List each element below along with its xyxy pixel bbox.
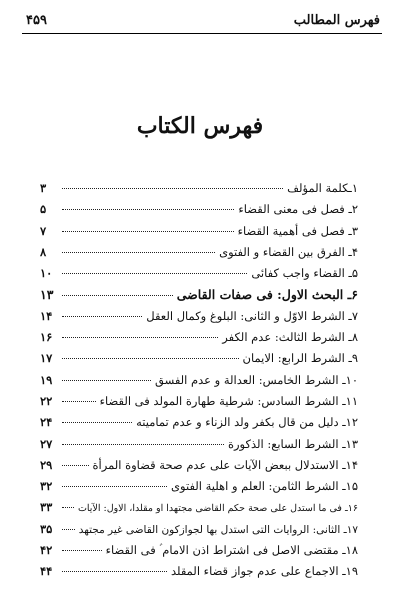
toc-entry-title: ۱۴ـ الاستدلال ببعض الآيات على عدم صحة قضاوة المرأة: [92, 457, 358, 472]
toc-entry: [40, 412, 358, 433]
toc-dot-leader: [62, 252, 215, 253]
toc-dot-leader: [62, 358, 239, 359]
toc-entry-title: ۱۰ـ الشرط الخامس: العدالة و عدم الفسق: [154, 372, 358, 387]
toc-entry-title: ۱۱ـ الشرط السادس: شرطية طهارة المولد فى القضاء: [99, 393, 358, 408]
toc-entry-page: ۳۲: [40, 479, 53, 494]
toc-dot-leader: [62, 465, 89, 466]
toc-dot-leader: [62, 231, 234, 232]
toc-entry-page: ۳۵: [40, 521, 53, 536]
toc-entry-title: ۱۷ـ الثانى: الروايات التى استدل بها لجوازكون القاضى غير مجتهد: [78, 523, 358, 536]
toc-dot-leader: [62, 529, 75, 530]
toc-entry-page: ۷: [40, 223, 47, 238]
toc-entry-title: ۵ـ القضاء واجب كفائى: [251, 266, 358, 281]
toc-entry-page: ۲۹: [40, 457, 53, 472]
toc-entry-page: ۵: [40, 202, 47, 217]
toc-entry: [40, 178, 358, 199]
header-rule: [22, 33, 382, 34]
toc-entry-title: ۸ـ الشرط الثالث: عدم الكفر: [222, 330, 358, 345]
toc-entry-page: ۲۴: [40, 415, 53, 430]
toc-entry-page: ۱۶: [40, 330, 53, 345]
toc-entry-page: ۱۴: [40, 308, 53, 323]
toc-dot-leader: [62, 295, 173, 296]
toc-entry-title: ۱۹ـ الاجماع على عدم جواز قضاء المقلد: [171, 564, 358, 579]
toc-entry-title: ۲ـ فصل فى معنى القضاء: [238, 202, 358, 217]
toc-entry: [40, 284, 358, 305]
toc-entry-page: ۳۳: [40, 500, 53, 515]
toc-dot-leader: [62, 571, 167, 572]
toc-dot-leader: [62, 380, 151, 381]
toc-dot-leader: [62, 209, 234, 210]
toc-entry-title: ۱۵ـ الشرط الثامن: العلم و اهلية الفتوى: [171, 479, 358, 494]
toc-entry-page: ۲۷: [40, 436, 53, 451]
toc-dot-leader: [62, 188, 283, 189]
toc-entry: [40, 370, 358, 391]
toc-entry-title: ۱ـكلمة المؤلف: [287, 181, 358, 195]
toc-entry: [40, 540, 358, 561]
toc-entry-page: ۴۴: [40, 564, 53, 579]
toc-dot-leader: [62, 273, 247, 274]
toc-entry-page: ۱۹: [40, 372, 53, 387]
toc-entry: [40, 199, 358, 220]
running-header: [26, 8, 380, 32]
toc-entry-page: ۱۷: [40, 351, 53, 366]
toc-dot-leader: [62, 507, 74, 508]
toc-entry: [40, 327, 358, 348]
toc-entry-title: ۴ـ الفرق بين القضاء و الفتوى: [219, 244, 358, 259]
toc-dot-leader: [62, 422, 132, 423]
toc-entry-title: ۹ـ الشرط الرابع: الايمان: [242, 351, 358, 366]
toc-entry: [40, 306, 358, 327]
toc-entry-page: ۱۰: [40, 266, 53, 281]
toc-entry: [40, 242, 358, 263]
toc-dot-leader: [62, 401, 96, 402]
header-page-number: ۴۵۹: [26, 12, 47, 28]
toc-dot-leader: [62, 316, 142, 317]
toc-entry: [40, 497, 358, 518]
toc-entry: [40, 519, 358, 540]
toc-entry: [40, 476, 358, 497]
toc-entry-page: ۴۲: [40, 543, 53, 558]
page-title: فهرس الكتاب: [136, 113, 264, 139]
header-section-title: فهرس المطالب: [293, 12, 380, 28]
toc-entry: [40, 263, 358, 284]
toc-dot-leader: [62, 444, 224, 445]
toc-entry-title: ۱۲ـ دليل من قال بكفر ولد الزناء و عدم تماميته: [136, 415, 358, 430]
toc-entry-title: ۳ـ فصل فى أهمية القضاء: [237, 223, 358, 238]
toc-entry: [40, 221, 358, 242]
toc-entry-page: ۲۲: [40, 393, 53, 408]
toc-entry: [40, 348, 358, 369]
toc-entry-title: ۷ـ الشرط الاوّل و الثانى: البلوغ وكمال العقل: [146, 308, 358, 323]
toc-entry: [40, 434, 358, 455]
toc-entry-page: ۸: [40, 244, 47, 259]
toc-entry-title: ۶ـ البحث الاول: فى صفات القاضى: [176, 287, 358, 303]
toc-dot-leader: [62, 486, 167, 487]
toc-entry-page: ۳: [40, 181, 47, 195]
table-of-contents: [40, 178, 358, 583]
toc-dot-leader: [62, 550, 102, 551]
toc-entry: [40, 561, 358, 582]
toc-dot-leader: [62, 337, 218, 338]
toc-entry-title: ۱۳ـ الشرط السابع: الذكورة: [227, 436, 358, 451]
toc-entry-title: ۱۸ـ مقتضى الاصل فى اشتراط اذن الامام ؑ فى القضاء: [105, 543, 358, 558]
toc-entry-title: ۱۶ـ فى ما استدل على صحة حكم القاضى مجتهدا او مقلدا، الاول: الآيات: [77, 503, 358, 515]
toc-entry: [40, 455, 358, 476]
toc-entry: [40, 391, 358, 412]
toc-entry-page: ۱۳: [40, 287, 54, 303]
